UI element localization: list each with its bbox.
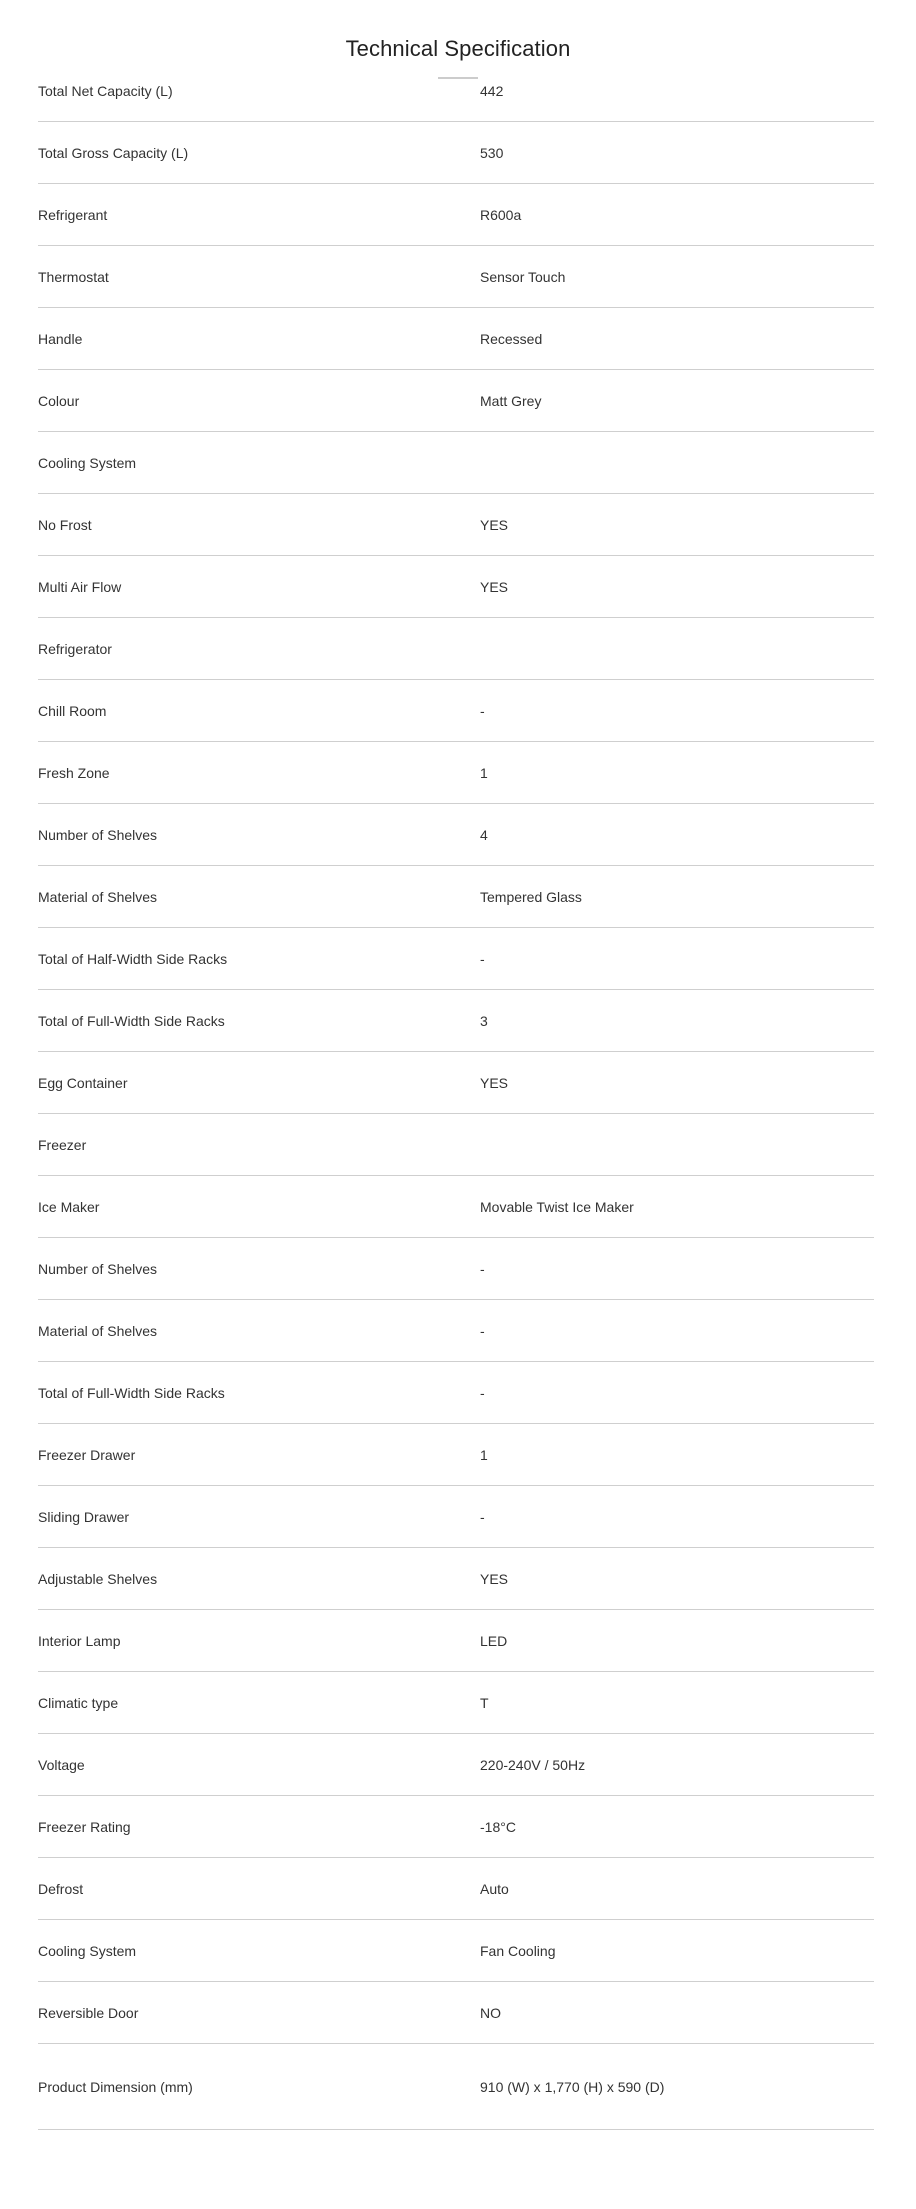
spec-label: Interior Lamp [38, 1632, 121, 1649]
spec-row-multi-air-flow [38, 556, 874, 618]
spec-group-header-freezer [38, 1114, 874, 1176]
spec-row-refrigerant [38, 184, 874, 246]
spec-value: Tempered Glass [480, 888, 582, 905]
spec-value: LED [480, 1632, 508, 1649]
spec-row-chill-room [38, 680, 874, 742]
spec-value: 220-240V / 50Hz [480, 1756, 586, 1773]
spec-value: 1 [480, 1446, 488, 1463]
spec-value: Fan Cooling [480, 1942, 556, 1959]
spec-value: 4 [480, 826, 488, 843]
spec-label: Climatic type [38, 1694, 119, 1711]
spec-label: Number of Shelves [38, 1260, 158, 1277]
spec-group-header-refrigerator [38, 618, 874, 680]
spec-value: 442 [480, 82, 504, 99]
spec-value: T [480, 1694, 489, 1711]
spec-label: Fresh Zone [38, 764, 110, 781]
spec-value: - [480, 950, 485, 967]
spec-row-ice-maker [38, 1176, 874, 1238]
spec-label: Egg Container [38, 1074, 128, 1091]
spec-value: Sensor Touch [480, 268, 566, 285]
spec-value: YES [480, 578, 509, 595]
spec-label: Product Dimension (mm) [38, 2078, 193, 2095]
spec-label: Adjustable Shelves [38, 1570, 158, 1587]
spec-label: Refrigerator [38, 640, 112, 657]
spec-label: Freezer [38, 1136, 87, 1153]
spec-row-product-dimension [38, 2044, 874, 2130]
section-title: Technical Specification [345, 36, 571, 61]
spec-row-voltage [38, 1734, 874, 1796]
spec-label: Cooling System [38, 454, 137, 471]
spec-table [38, 60, 874, 2130]
spec-row-cooling-system [38, 1920, 874, 1982]
spec-label: Material of Shelves [38, 888, 158, 905]
spec-label: Colour [38, 392, 80, 409]
spec-value: Movable Twist Ice Maker [480, 1198, 634, 1215]
spec-row-full-width-side-racks [38, 990, 874, 1052]
spec-value: YES [480, 1074, 509, 1091]
spec-label: Material of Shelves [38, 1322, 158, 1339]
spec-label: Refrigerant [38, 206, 108, 223]
spec-row-climatic-type [38, 1672, 874, 1734]
spec-row-freezer-full-width-side-racks [38, 1362, 874, 1424]
spec-value: 530 [480, 144, 504, 161]
spec-value: Matt Grey [480, 392, 542, 409]
spec-row-colour [38, 370, 874, 432]
spec-value: Recessed [480, 330, 543, 347]
spec-label: Multi Air Flow [38, 578, 122, 595]
spec-row-fresh-zone [38, 742, 874, 804]
spec-value: - [480, 1508, 485, 1525]
spec-row-total-gross-capacity [38, 122, 874, 184]
spec-row-interior-lamp [38, 1610, 874, 1672]
spec-row-freezer-drawer [38, 1424, 874, 1486]
spec-label: Total Gross Capacity (L) [38, 144, 189, 161]
spec-label: Thermostat [38, 268, 109, 285]
spec-row-no-frost [38, 494, 874, 556]
spec-row-half-width-side-racks [38, 928, 874, 990]
spec-row-reversible-door [38, 1982, 874, 2044]
spec-label: Total of Full-Width Side Racks [38, 1012, 225, 1029]
spec-label: No Frost [38, 516, 92, 533]
spec-row-adjustable-shelves [38, 1548, 874, 1610]
spec-row-defrost [38, 1858, 874, 1920]
spec-row-freezer-rating [38, 1796, 874, 1858]
spec-label: Number of Shelves [38, 826, 158, 843]
spec-label: Total of Full-Width Side Racks [38, 1384, 225, 1401]
spec-label: Freezer Drawer [38, 1446, 136, 1463]
spec-label: Ice Maker [38, 1198, 100, 1215]
spec-row-total-net-capacity [38, 60, 874, 122]
spec-label: Cooling System [38, 1942, 137, 1959]
spec-group-header-cooling-system [38, 432, 874, 494]
spec-row-freezer-material-of-shelves [38, 1300, 874, 1362]
spec-row-number-of-shelves [38, 804, 874, 866]
spec-label: Chill Room [38, 702, 107, 719]
spec-row-egg-container [38, 1052, 874, 1114]
spec-row-handle [38, 308, 874, 370]
spec-label: Sliding Drawer [38, 1508, 130, 1525]
spec-row-material-of-shelves [38, 866, 874, 928]
spec-value: - [480, 1384, 485, 1401]
spec-row-freezer-number-of-shelves [38, 1238, 874, 1300]
spec-label: Voltage [38, 1756, 85, 1773]
spec-label: Reversible Door [38, 2004, 139, 2021]
spec-value: NO [480, 2004, 501, 2021]
spec-value: - [480, 1260, 485, 1277]
spec-label: Freezer Rating [38, 1818, 131, 1835]
spec-value: -18°C [480, 1818, 516, 1835]
spec-row-thermostat [38, 246, 874, 308]
spec-row-sliding-drawer [38, 1486, 874, 1548]
spec-value: 1 [480, 764, 488, 781]
spec-label: Total of Half-Width Side Racks [38, 950, 228, 967]
spec-value: YES [480, 1570, 509, 1587]
spec-value: - [480, 1322, 485, 1339]
spec-value: 910 (W) x 1,770 (H) x 590 (D) [480, 2078, 665, 2095]
spec-value: - [480, 702, 485, 719]
spec-label: Handle [38, 330, 83, 347]
spec-label: Total Net Capacity (L) [38, 82, 173, 99]
spec-value: R600a [480, 206, 522, 223]
spec-value: 3 [480, 1012, 488, 1029]
spec-value: YES [480, 516, 509, 533]
spec-value: Auto [480, 1880, 509, 1897]
spec-label: Defrost [38, 1880, 84, 1897]
